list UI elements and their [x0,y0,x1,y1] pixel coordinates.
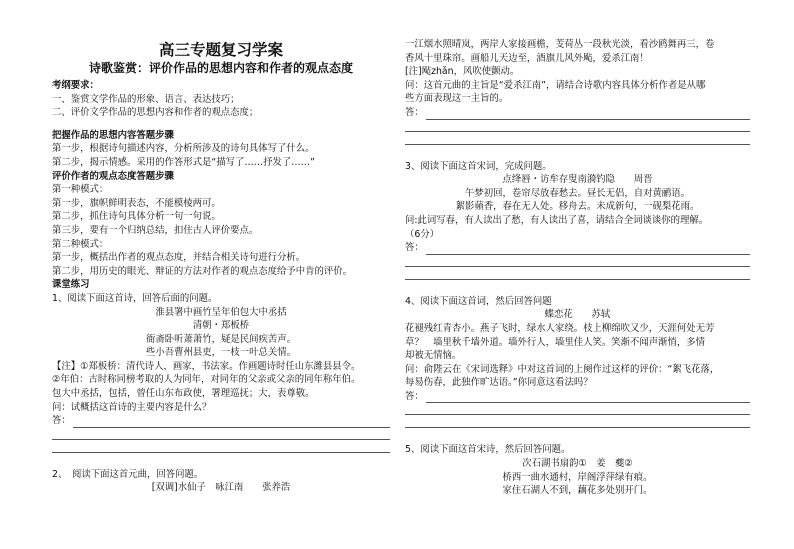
steps1-item: 第二步，揭示情感。采用的作答形式是“描写了……抒发了……” [52,156,315,168]
q1-question: 问：试概括这首诗的主要内容是什么？ [52,401,212,413]
q1-poem-title: 淮县署中画竹呈年伯包大中丞括 [155,306,287,318]
q1-author: 清朝・郑板桥 [192,320,250,332]
q3-answer-line[interactable] [426,243,750,255]
q2-answer-label: 答： [405,106,424,118]
q4-prompt: 4、阅读下面这首词，然后回答问题 [405,295,552,307]
steps1-heading: 把握作品的思想内容答题步骤 [52,129,174,141]
q3-question: 问:此词写春，有人读出了愁，有人读出了喜，请结合全词谈谈你的理解。 [405,214,709,226]
q3-answer-line[interactable] [405,255,750,267]
q4-title-line: 蝶恋花 苏轼 [544,309,611,321]
q2-poem-line: 一江烟水照晴岚，两岸人家接画檐，芰荷丛一段秋光淡，看沙鸥舞再三，卷 [405,39,715,50]
q2-question: 问：这首元曲的主旨是“爱杀江南”，请结合诗歌内容具体分析作者是从哪 [405,79,706,91]
mode1-step: 第一步，旗帜鲜明表态，不能模棱两可。 [52,197,221,209]
practice-heading: 课堂练习 [52,279,90,291]
steps1-item: 第一步，根据诗句描述内容，分析所涉及的诗句具体写了什么。 [52,143,315,155]
q1-note: 包大中丞括，包括，曾任山东布政使，署理巡抚；大，表尊敬。 [52,388,315,400]
q4-poem-line: 却被无情恼。 [405,350,462,362]
q3-poem-line: 絮影蘋香，春在无人处。移舟去。未成新句，一砚梨花雨。 [455,201,700,213]
mode2-step: 第二步，用历史的眼光、辩证的方法对作者的观点态度给予中肯的评价。 [52,265,353,277]
q4-answer-line[interactable] [426,391,750,403]
mode1-label: 第一种模式： [52,184,109,196]
q2-title-line: [双调]水仙子 咏江南 张养浩 [151,482,291,494]
q4-answer-line[interactable] [405,416,750,428]
q4-question: 每易伤春，此独作旷达语。”你同意这看法吗？ [405,377,593,389]
outline-item: 二、评价文学作品的思想内容和作者的观点态度； [52,107,259,119]
q2-poem-line: 香风十里珠帘。画船儿天边至，酒旗儿风外飐，爱杀江南！ [405,52,649,64]
q2-answer-line[interactable] [405,133,750,145]
q4-answer-line[interactable] [405,403,750,415]
q1-poem-line: 些小吾曹州县吏，一枝一叶总关情。 [145,347,296,359]
q1-answer-label: 答： [52,415,71,427]
outline-item: 一、鉴赏文学作品的形象、语言、表达技巧； [52,93,240,105]
q3-prompt: 3、阅读下面这首宋词，完成问题。 [405,160,552,172]
q3-score: （6分） [405,228,440,240]
q5-prompt: 5、阅读下面这首宋诗，然后回答问题。 [405,444,571,456]
q2-prompt: 2、 阅读下面这首元曲，回答问题。 [52,468,204,480]
q3-answer-label: 答： [405,242,424,254]
q5-poem-line: 家住石湖人不到，藕花多处别开门。 [502,485,653,497]
q1-poem-line: 衙斋卧听萧萧竹，疑是民间疾苦声。 [145,333,296,345]
q1-answer-line[interactable] [52,441,390,453]
q4-poem-line: 花褪残红青杏小。燕子飞时，绿水人家绕。枝上柳绵吹又少，天涯何处无芳 [405,322,715,334]
mode1-step: 第三步，要有一个归纳总结，扣住古人评价要点。 [52,224,259,236]
q2-answer-line[interactable] [405,120,750,132]
q1-answer-line[interactable] [52,428,390,440]
q5-title-line: 次石湖书扇韵① 姜 夔② [522,458,633,470]
q1-prompt: 1、阅读下面这首诗，回答后面的问题。 [52,292,218,304]
document-title: 高三专题复习学案 [158,41,283,59]
q1-note: ②年伯：古时称同榜考取的人为同年，对同年的父亲或父亲的同年称年伯。 [52,374,361,386]
q4-poem-line: 草？ 墙里秋千墙外道。墙外行人，墙里佳人笑。笑渐不闻声渐悄，多情 [405,336,706,348]
q2-answer-line[interactable] [426,108,750,120]
q3-title-line: 点绛唇・访牟存叟南漪钓隐 周晋 [502,174,653,186]
q2-question: 些方面表现这一主旨的。 [405,93,509,105]
mode2-step: 第一步，概括出作者的观点态度，并结合相关诗句进行分析。 [52,252,306,264]
q3-answer-line[interactable] [405,268,750,280]
outline-heading: 考纲要求： [52,80,99,91]
q2-note: [注]飐zhǎn，风吹使颤动。 [405,66,520,78]
left-column [52,0,390,495]
q1-note: 【注】①郑板桥：清代诗人，画家，书法家。作画题诗时任山东潍县县令。 [52,360,361,372]
mode1-step: 第二步，抓住诗句具体分析一句一句说。 [52,211,221,223]
steps2-heading: 评价作者的观点态度答题步骤 [52,170,174,182]
q5-poem-line: 桥西一曲水通村，岸阁浮萍绿有痕。 [502,471,653,483]
q3-poem-line: 午梦初回，卷帘尽放春愁去。昼长无侣，自对黄鹂语。 [464,187,690,199]
q1-answer-line[interactable] [73,416,390,428]
q4-answer-label: 答： [405,390,424,402]
right-column [405,38,750,498]
document-subtitle: 诗歌鉴赏：评价作品的思想内容和作者的观点态度 [88,61,353,75]
q4-question: 问：俞陛云在《宋词选释》中对这首词的上阕作过这样的评价：“絮飞花落， [405,363,720,375]
mode2-label: 第二种模式： [52,238,109,250]
